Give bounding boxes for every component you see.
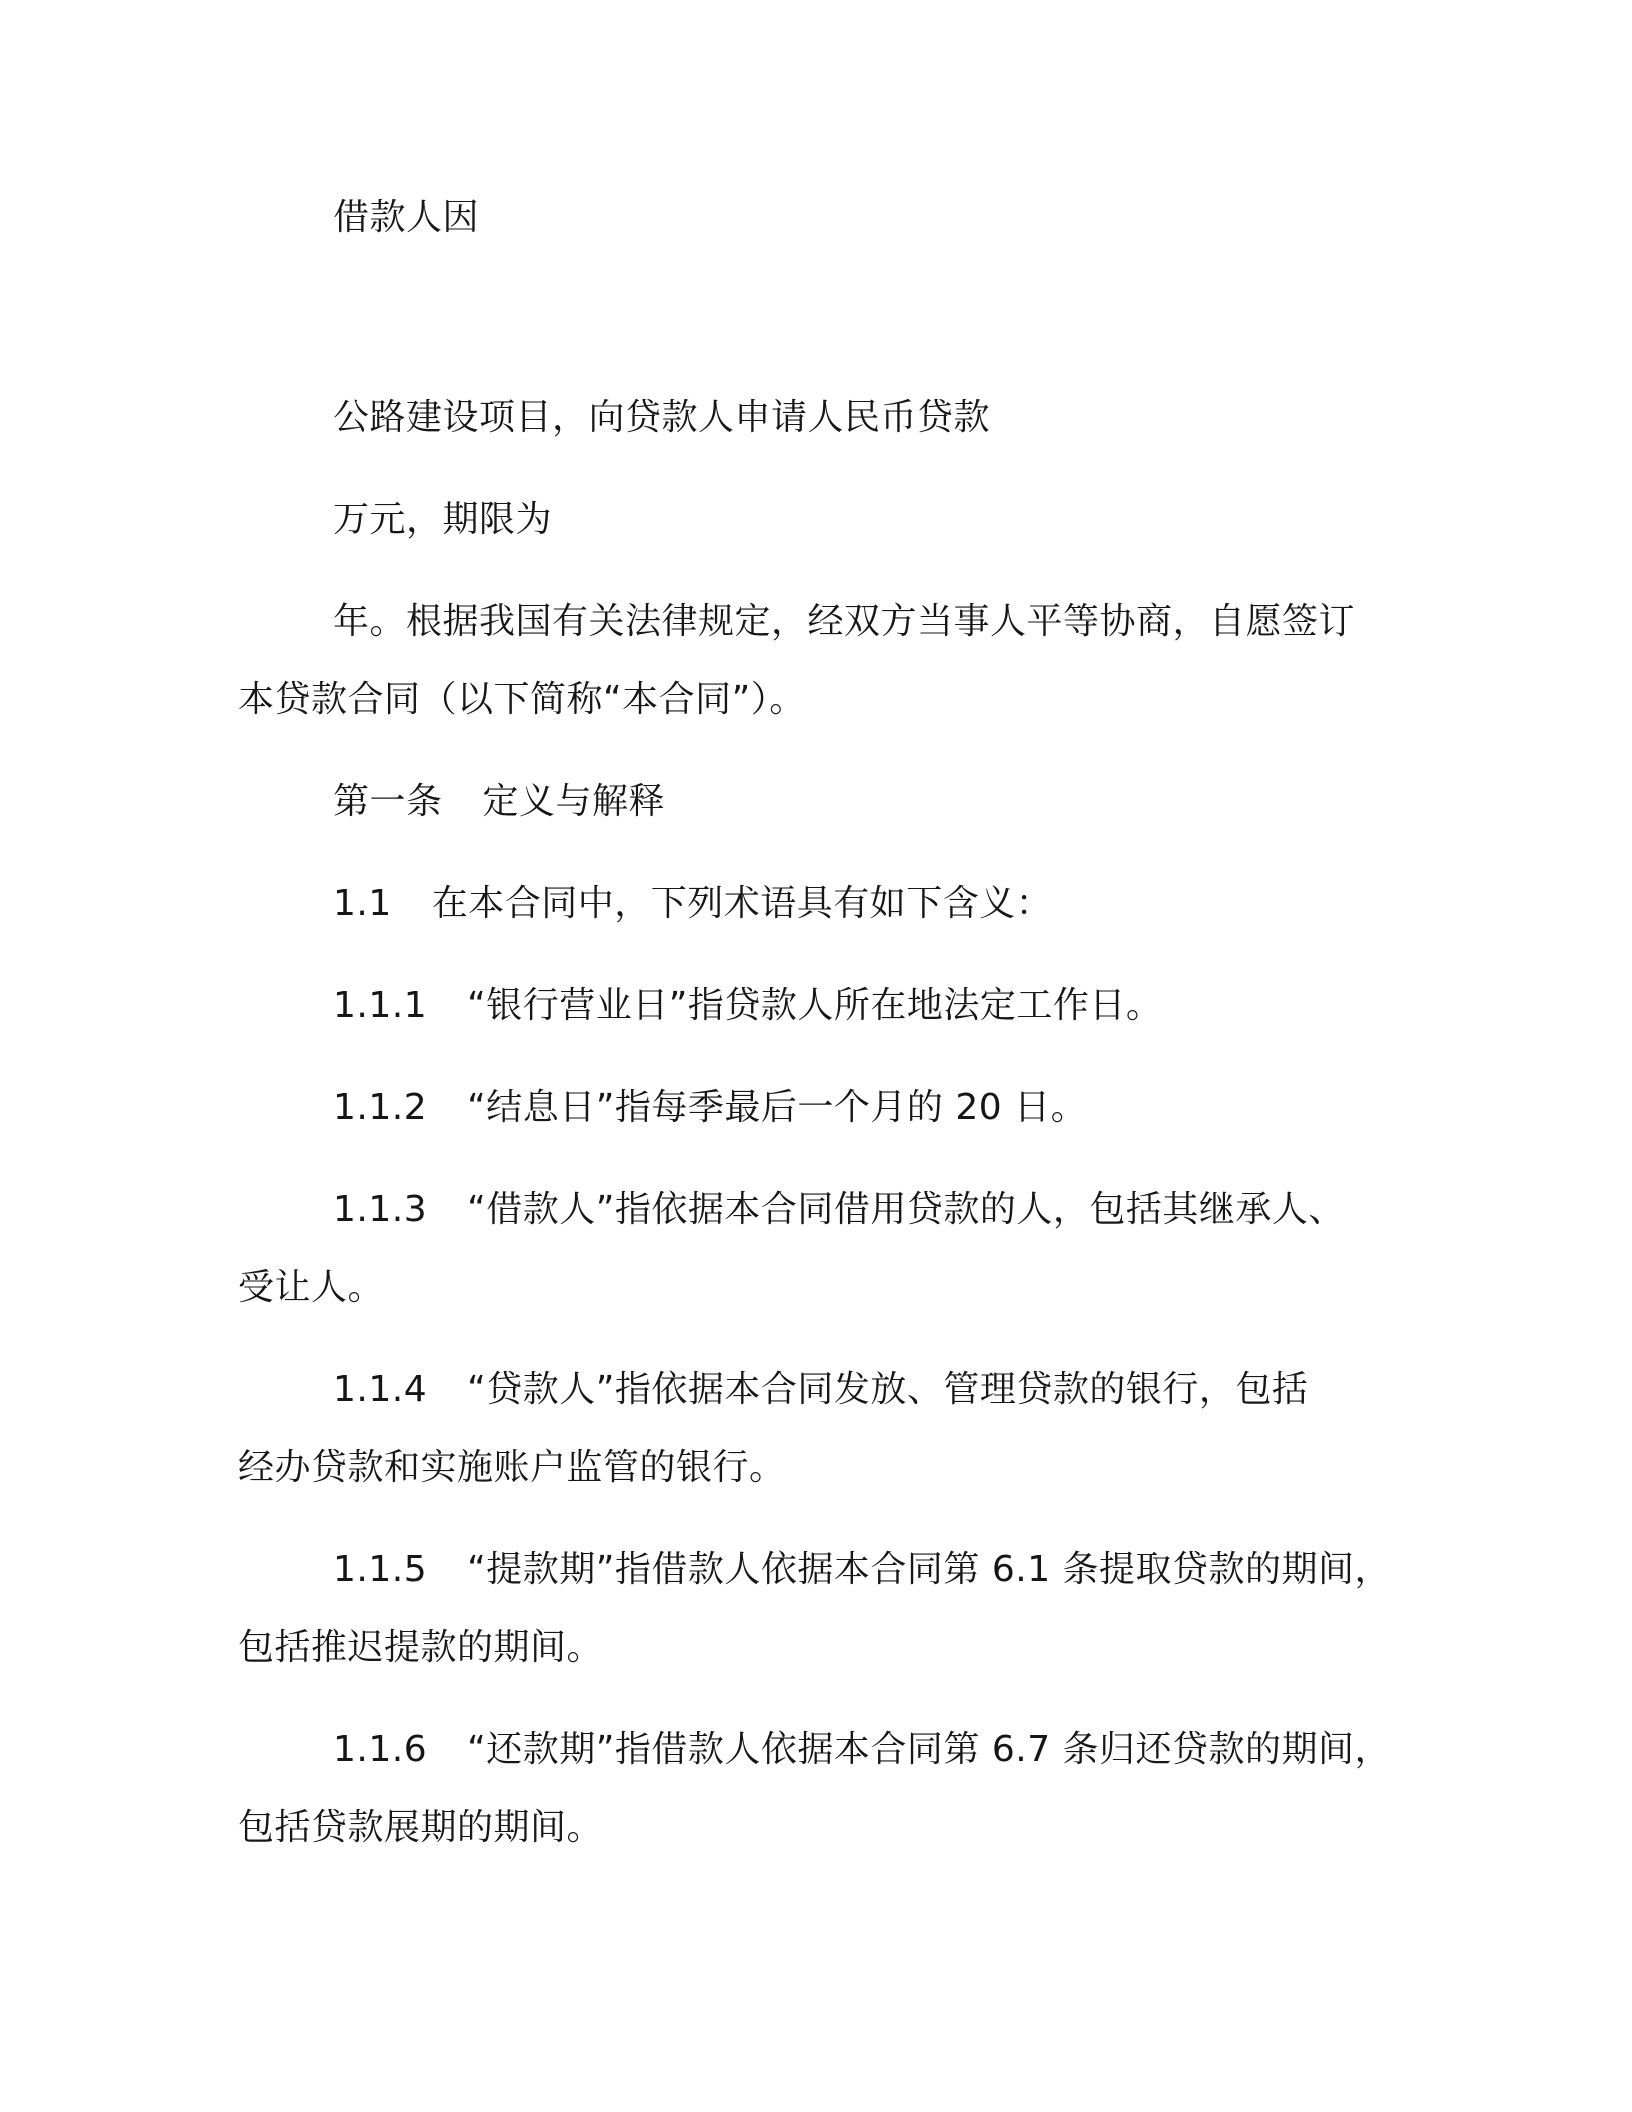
article-1-heading xyxy=(333,780,665,824)
paragraph-project-line xyxy=(333,396,990,440)
clause-text: “贷款人”指依据本合同发放、管理贷款的银行，包括 xyxy=(467,1369,1309,1410)
line-text: 经办贷款和实施账户监管的银行。 xyxy=(238,1447,786,1488)
clause-text: “提款期”指借款人依据本合同第 6.1 条提取贷款的期间， xyxy=(467,1549,1392,1590)
clause-1-1-3 xyxy=(333,1188,1345,1232)
clause-1-1-6 xyxy=(333,1728,1391,1772)
clause-1-1-2 xyxy=(333,1086,1087,1130)
clause-number: 1.1 xyxy=(333,883,392,924)
paragraph-amount-term xyxy=(333,498,552,542)
line-text: 公路建设项目，向贷款人申请人民币贷款 xyxy=(333,397,991,438)
line-text: 本贷款合同（以下简称“本合同”）。 xyxy=(238,679,806,720)
clause-text: “银行营业日”指贷款人所在地法定工作日。 xyxy=(467,985,1163,1026)
clause-1-1-1 xyxy=(333,984,1162,1028)
line-text: 借款人因 xyxy=(333,197,480,238)
article-number: 第一条 xyxy=(333,781,443,822)
clause-number: 1.1.4 xyxy=(333,1369,428,1410)
line-text: 受让人。 xyxy=(238,1267,385,1308)
paragraph-borrower-purpose xyxy=(333,196,479,240)
clause-text: “还款期”指借款人依据本合同第 6.7 条归还贷款的期间， xyxy=(467,1729,1392,1770)
clause-1-1-5 xyxy=(333,1548,1391,1592)
clause-number: 1.1.1 xyxy=(333,985,428,1026)
line-text: 年。根据我国有关法律规定，经双方当事人平等协商，自愿签订 xyxy=(333,601,1356,642)
clause-1-1-4-cont xyxy=(238,1446,786,1490)
clause-number: 1.1.6 xyxy=(333,1729,428,1770)
clause-1-1-4 xyxy=(333,1368,1308,1412)
article-title: 定义与解释 xyxy=(482,781,666,822)
clause-1-1-6-cont xyxy=(238,1806,603,1850)
clause-text: 在本合同中，下列术语具有如下含义： xyxy=(431,883,1053,924)
clause-number: 1.1.2 xyxy=(333,1087,428,1128)
line-text: 万元，期限为 xyxy=(333,499,553,540)
clause-1-1 xyxy=(333,882,1052,926)
clause-text: “结息日”指每季最后一个月的 20 日。 xyxy=(467,1087,1088,1128)
clause-number: 1.1.3 xyxy=(333,1189,428,1230)
line-text: 包括推迟提款的期间。 xyxy=(238,1627,604,1668)
clause-text: “借款人”指依据本合同借用贷款的人，包括其继承人、 xyxy=(467,1189,1345,1230)
paragraph-legal-basis-cont xyxy=(238,678,806,722)
paragraph-legal-basis xyxy=(333,600,1355,644)
line-text: 包括贷款展期的期间。 xyxy=(238,1807,604,1848)
clause-number: 1.1.5 xyxy=(333,1549,428,1590)
clause-1-1-3-cont xyxy=(238,1266,384,1310)
clause-1-1-5-cont xyxy=(238,1626,603,1670)
